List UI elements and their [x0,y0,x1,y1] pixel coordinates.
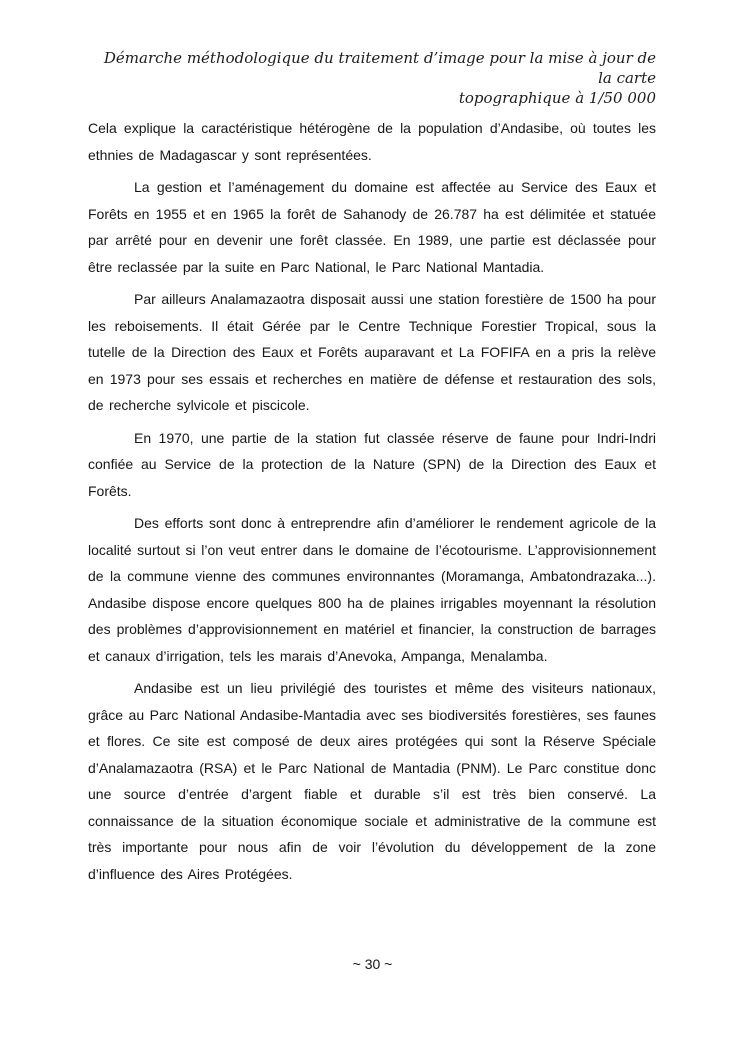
paragraph: La gestion et l’aménagement du domaine est affectée au Service des Eaux et Forêts en 1955 et en 1965 la forêt de Sahanody de 26.787 ha est délimitée et statuée par arrêté pour en devenir une forêt classée. En 1989, une partie est déclassée pour être reclassée par la suite en Parc National, le Parc National Mantadia. [88,179,656,275]
page-content [88,48,656,893]
page-number: ~ 30 ~ [352,956,393,972]
document-body [88,115,656,887]
page-footer [0,956,745,972]
running-header [88,48,656,108]
paragraph: Cela explique la caractéristique hétérogène de la population d’Andasibe, où toutes les ethnies de Madagascar y sont représentées. [88,120,656,163]
paragraph: Andasibe est un lieu privilégié des touristes et même des visiteurs nationaux, grâce au Parc National Andasibe-Mantadia avec ses biodiversités forestières, ses faunes et flores. Ce site est composé de deux aires protégées qui sont la Réserve Spéciale d’Analamazaotra (RSA) et le Parc National de Mantadia (PNM). Le Parc constitue donc une source d’entrée d’argent fiable et durable s’il est très bien conservé. La connaissance de la situation économique sociale et administrative de la commune est très importante pour nous afin de voir l’évolution du développement de la zone d’influence des Aires Protégées. [88,680,656,882]
paragraph: En 1970, une partie de la station fut classée réserve de faune pour Indri-Indri confiée au Service de la protection de la Nature (SPN) de la Direction des Eaux et Forêts. [88,429,656,499]
header-line-1: Démarche méthodologique du traitement d’image pour la mise à jour de la carte [103,49,656,87]
header-line-2: topographique à 1/50 000 [458,89,656,107]
paragraph: Des efforts sont donc à entreprendre afin d’améliorer le rendement agricole de la localité surtout si l’on veut entrer dans le domaine de l’écotourisme. L’approvisionnement de la commune vienne des communes environnantes (Moramanga, Ambatondrazaka...). Andasibe dispose encore quelques 800 ha de plaines irrigables moyennant la résolution des problèmes d’approvisionnement en matériel et financier, la construction de barrages et canaux d’irrigation, tels les marais d’Anevoka, Ampanga, Menalamba. [88,515,656,664]
paragraph: Par ailleurs Analamazaotra disposait aussi une station forestière de 1500 ha pour les reboisements. Il était Gérée par le Centre Technique Forestier Tropical, sous la tutelle de la Direction des Eaux et Forêts auparavant et La FOFIFA en a pris la relève en 1973 pour ses essais et recherches en matière de défense et restauration des sols, de recherche sylvicole et piscicole. [88,291,656,413]
